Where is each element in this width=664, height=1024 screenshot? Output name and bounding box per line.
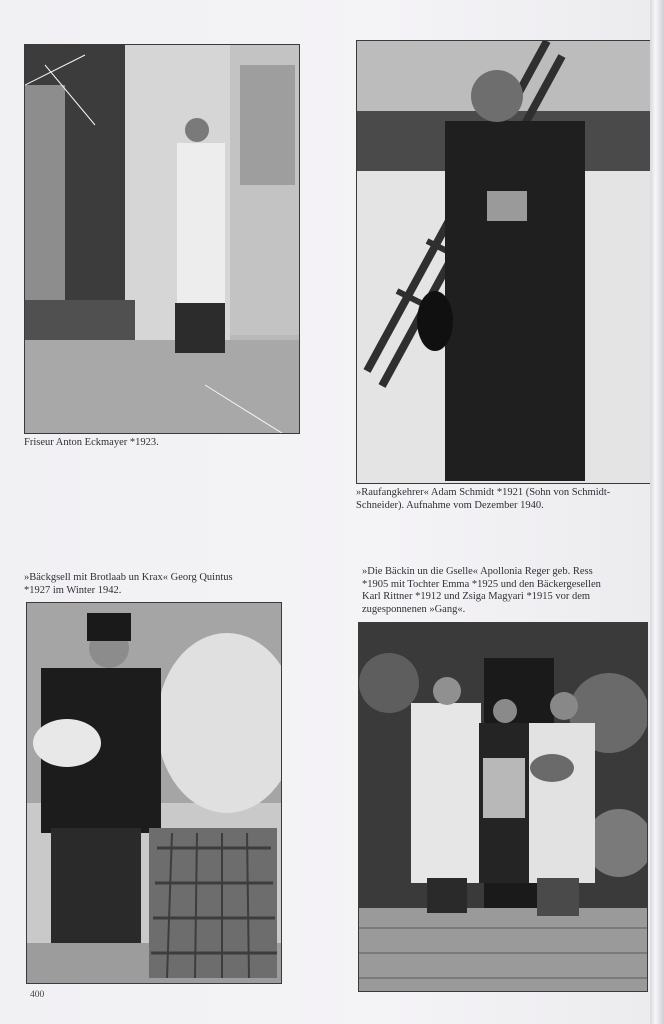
caption-barber: Friseur Anton Eckmayer *1923. — [24, 437, 159, 448]
photo-baker-boy — [26, 602, 282, 984]
caption-bakery-group — [362, 566, 601, 616]
caption-line: *1927 im Winter 1942. — [24, 584, 122, 596]
caption-line: »Raufangkehrer« Adam Schmidt *1921 (Sohn von Schmidt- — [356, 487, 611, 498]
photo-chimney-sweep — [356, 40, 656, 484]
caption-chimney-sweep — [356, 487, 610, 512]
page-edge — [650, 0, 664, 1024]
caption-line: Karl Rittner *1912 und Zsiga Magyari *1915 vor dem — [362, 591, 591, 602]
photo-barber — [24, 44, 300, 434]
photo-bakery-group — [358, 622, 648, 992]
caption-line: Schneider). Aufnahme vom Dezember 1940. — [356, 499, 544, 511]
caption-baker-boy — [24, 572, 233, 597]
caption-line: »Die Bäckin un die Gselle« Apollonia Reger geb. Ress — [362, 566, 593, 577]
caption-line: *1905 mit Tochter Emma *1925 und den Bäckergesellen — [362, 578, 601, 590]
caption-line: zugesponnenen »Gang«. — [362, 603, 466, 615]
caption-line: »Bäckgsell mit Brotlaab un Krax« Georg Quintus — [24, 572, 233, 583]
page-number: 400 — [30, 990, 45, 1000]
